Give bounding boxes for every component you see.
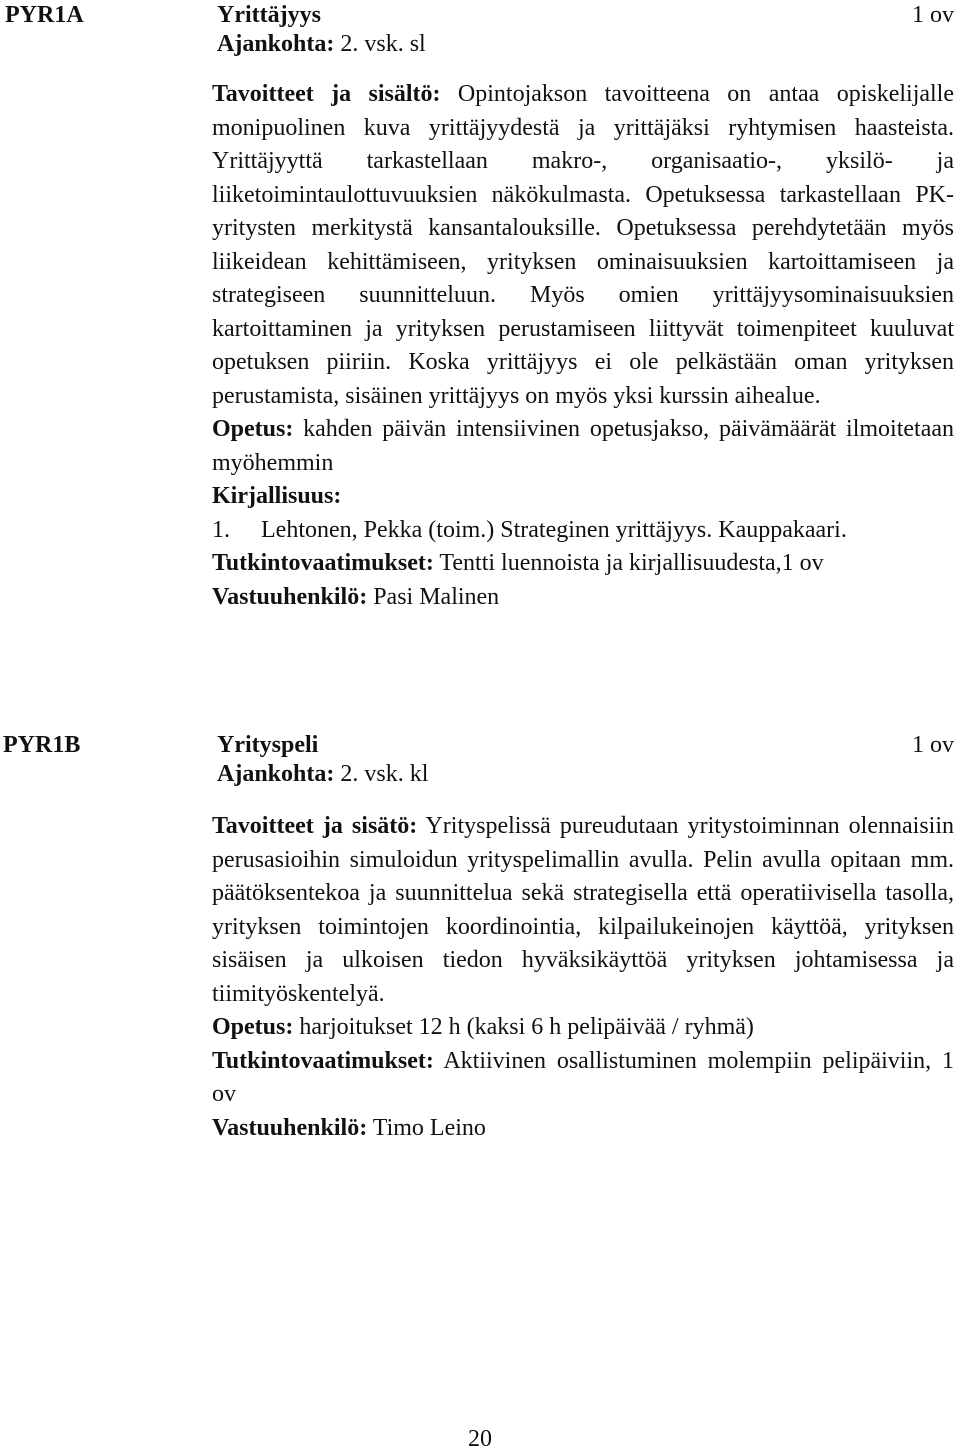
goals-label: Tavoitteet ja sisältö: [212,81,441,107]
goals-paragraph [212,810,954,1011]
course-body [212,78,954,614]
teaching-text: kahden päivän intensiivinen opetusjakso, päivämäärät ilmoitetaan myöhemmin [212,416,954,476]
literature-label: Kirjallisuus: [212,483,342,509]
responsible-paragraph [212,1112,954,1146]
teaching-text: harjoitukset 12 h (kaksi 6 h pelipäivää / ryhmä) [299,1014,754,1040]
teaching-paragraph [212,1011,954,1045]
page-number: 20 [468,1426,492,1452]
goals-text: Opintojakson tavoitteena on antaa opiskelijalle monipuolinen kuva yrittäjyydestä ja yrittäjäksi ryhtymisen haasteista. Yrittäjyyttä tarkastellaan makro-, organisaatio-, yksilö- ja liiketoimintaulottuvuuksien näkökulmasta. Opetuksessa tarkastellaan PK-yritysten merkitystä kansantalouksille. Opetuksessa perehdytetään myös liikeidean kehittämiseen, yrityksen ominaisuuksien kartoittamiseen ja strategiseen suunnitteluun. Myös omien yrittäjyysominaisuuksien kartoittaminen ja yrityksen perustamiseen liittyvät toimenpiteet kuuluvat opetuksen piiriin. Koska yrittäjyys ei ole pelkästään oman yrityksen perustamista, sisäinen yrittäjyys on myös yksi kurssin aihealue. [212,81,955,409]
timing-value: 2. vsk. sl [340,31,426,57]
timing-label: Ajankohta: [217,761,335,787]
goals-paragraph [212,78,954,413]
course-timing [217,759,428,789]
requirements-paragraph [212,1045,954,1112]
requirements-label: Tutkintovaatimukset: [212,550,434,576]
goals-text: Yrityspelissä pureudutaan yritystoiminnan olennaisiin perusasioihin simuloidun yrityspelimallin avulla. Pelin avulla opitaan mm. päätöksentekoa ja suunnittelua sekä strategisella että operatiivisella tasolla, yrityksen toimintojen koordinointia, kilpailukeinojen käyttöä, yrityksen sisäisen ja ulkoisen tiedon hyväksikäyttöä yrityksen johtamisessa ja tiimityöskentelyä. [212,813,954,1007]
course-credits: 1 ov [912,732,954,758]
responsible-text: Timo Leino [372,1114,486,1141]
literature-item-number: 1. [212,516,230,543]
course-credits: 1 ov [912,2,954,28]
course-body [212,810,954,1145]
goals-label: Tavoitteet ja sisätö: [212,813,418,839]
course-timing [217,29,426,59]
requirements-text: Aktiivinen osallistuminen molempiin pelipäiviin, 1 ov [212,1047,954,1107]
responsible-label: Vastuuhenkilö: [212,583,368,610]
timing-label: Ajankohta: [217,31,335,57]
timing-value: 2. vsk. kl [340,761,429,787]
responsible-label: Vastuuhenkilö: [212,1114,368,1141]
teaching-paragraph [212,413,954,480]
course-title: Yrittäjyys [217,2,321,28]
requirements-paragraph [212,547,954,581]
teaching-label: Opetus: [212,416,294,442]
requirements-label: Tutkintovaatimukset: [212,1047,434,1074]
literature-item [212,514,954,548]
requirements-text: Tentti luennoista ja kirjallisuudesta,1 ov [439,550,824,576]
course-code: PYR1A [5,2,84,28]
literature-item-text: Lehtonen, Pekka (toim.) Strateginen yrittäjyys. Kauppakaari. [261,516,847,543]
teaching-label: Opetus: [212,1014,294,1040]
responsible-text: Pasi Malinen [373,583,500,610]
responsible-paragraph [212,581,954,615]
course-title: Yrityspeli [217,732,319,758]
literature-heading [212,480,954,514]
course-code: PYR1B [3,732,81,758]
